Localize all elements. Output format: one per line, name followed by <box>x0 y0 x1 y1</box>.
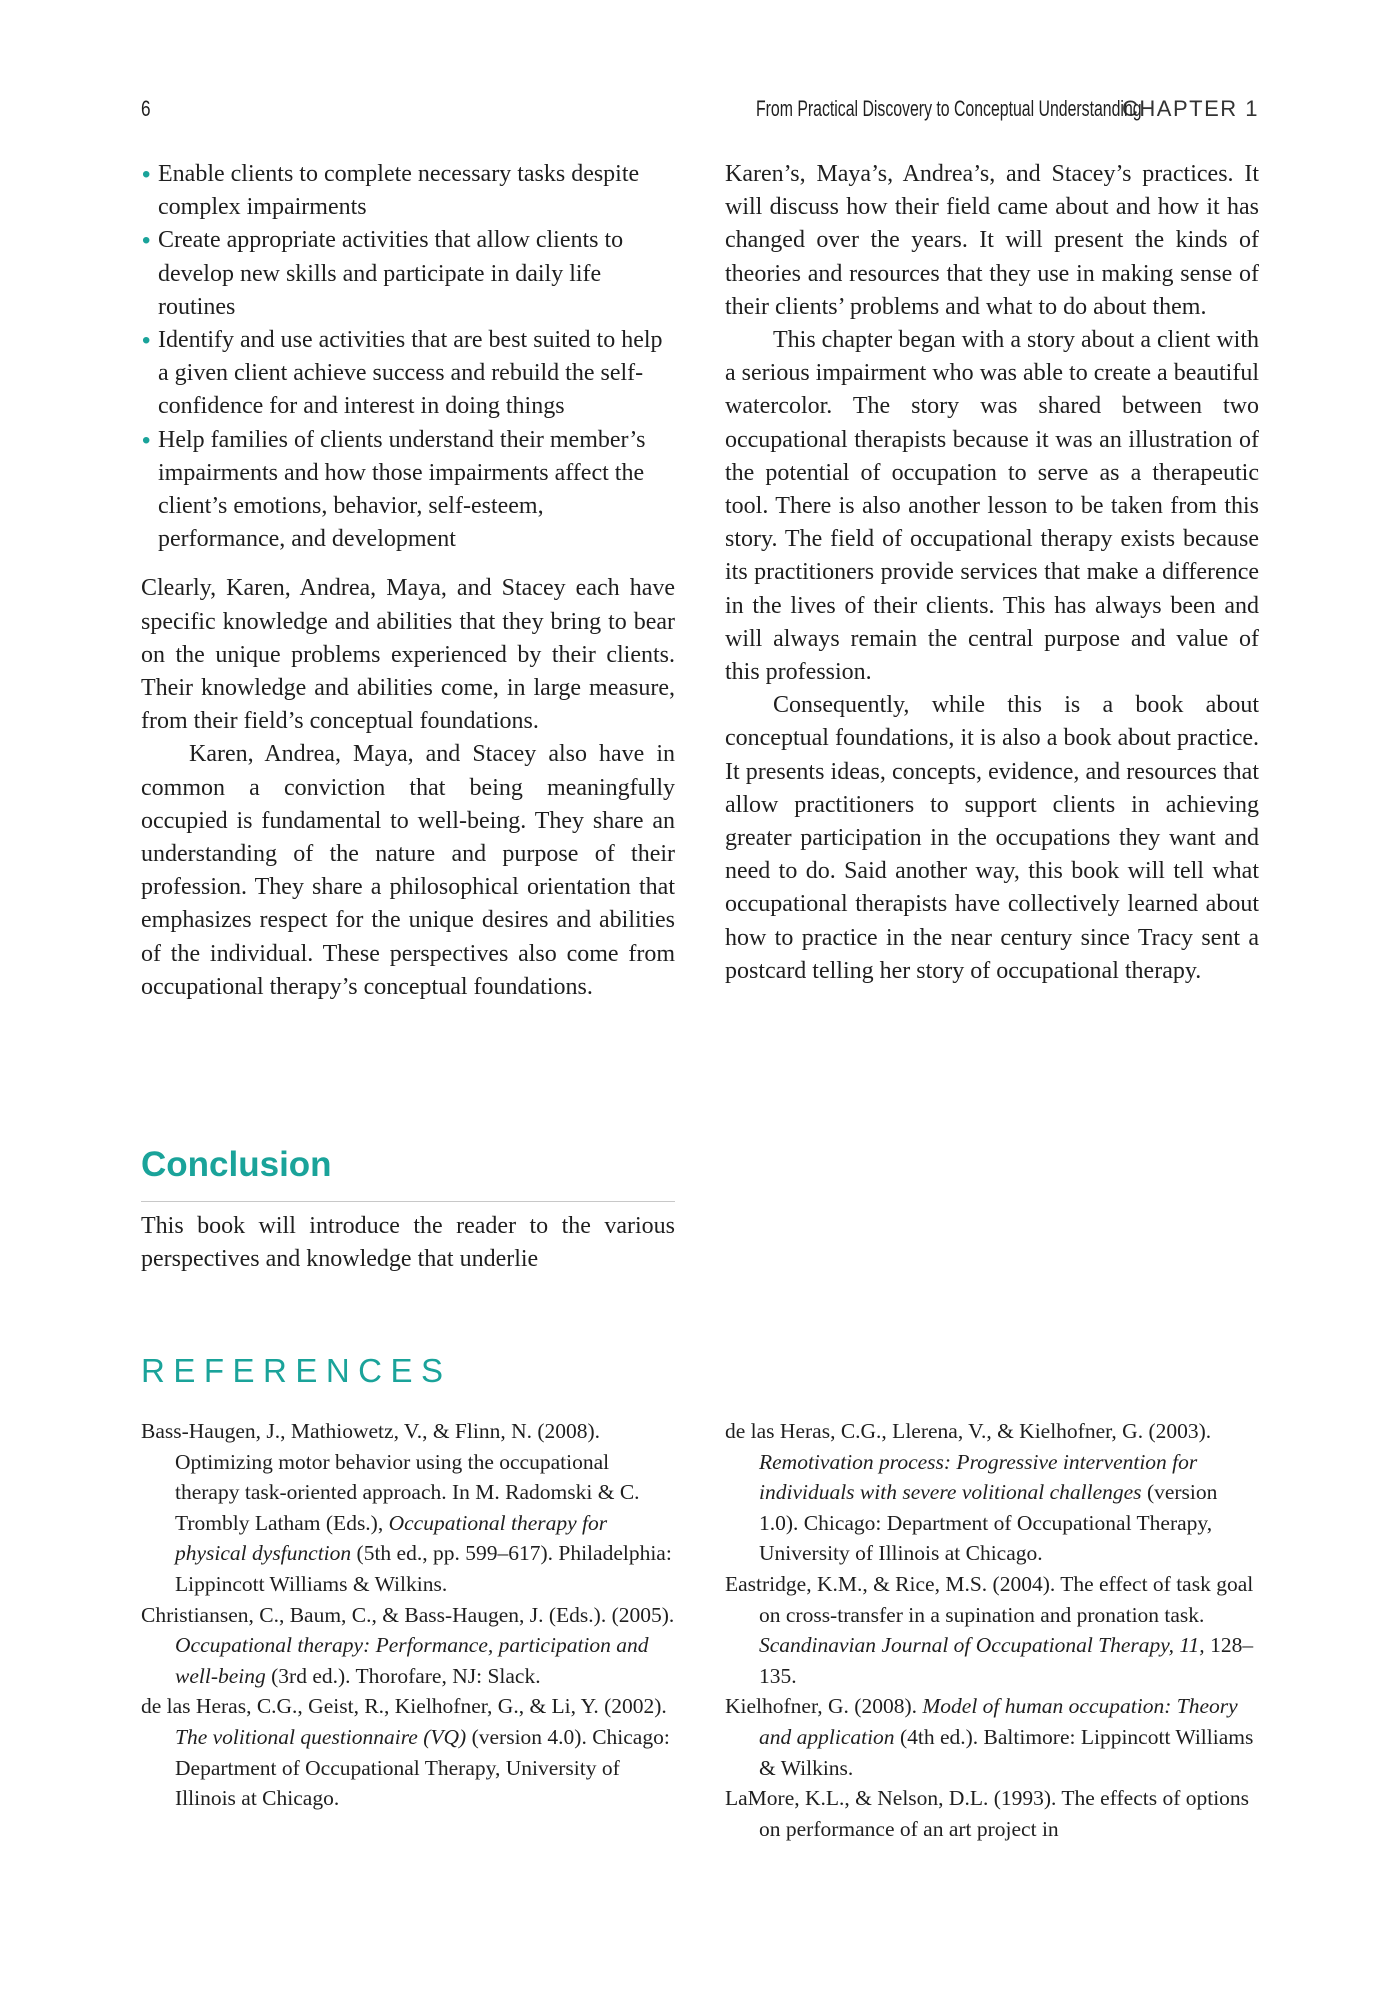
body-paragraph: Karen, Andrea, Maya, and Stacey also have in common a conviction that being meaningfully occupied is fundamental to well-being. They share an understanding of the nature and purpose of their profession. They share a philosophical orientation that emphasizes respect for the unique desires and abilities of the individual. These perspectives also come from occupational therapy’s conceptual foundations. <box>141 741 675 1000</box>
reference-entry: de las Heras, C.G., Llerena, V., & Kielhofner, G. (2003). Remotivation process: Progressive intervention for individuals with severe volitional challenges (version 1.0). Chicago: Department of Occupational Therapy, University of Illinois at Chicago. <box>725 1419 1218 1566</box>
bullet-item: • Help families of clients understand their member’s impairments and how those impairments affect the client’s emotions, behavior, self-esteem, performance, and development <box>141 424 675 557</box>
right-column <box>725 158 1259 988</box>
body-paragraph: Karen’s, Maya’s, Andrea’s, and Stacey’s practices. It will discuss how their field came about and how it has changed over the years. It will present the kinds of theories and resources that they use in making sense of their clients’ problems and what to do about them. <box>725 161 1259 320</box>
bullet-item: • Create appropriate activities that allow clients to develop new skills and participate in daily life routines <box>141 224 675 324</box>
reference-entry: Kielhofner, G. (2008). Model of human occupation: Theory and application (4th ed.). Baltimore: Lippincott Williams & Wilkins. <box>725 1694 1254 1780</box>
conclusion-heading: Conclusion <box>141 1145 675 1202</box>
body-paragraph: Consequently, while this is a book about conceptual foundations, it is also a book about practice. It presents ideas, concepts, evidence, and resources that allow practitioners to support clients in achieving greater participation in the occupations they want and need to do. Said another way, this book will tell what occupational therapists have collectively learned about how to practice in the near century since Tracy sent a postcard telling her story of occupational therapy. <box>725 692 1259 984</box>
bullet-item: • Enable clients to complete necessary tasks despite complex impairments <box>141 158 675 224</box>
reference-entry: Bass-Haugen, J., Mathiowetz, V., & Flinn, N. (2008). Optimizing motor behavior using the occupational therapy task-oriented approach. In M. Radomski & C. Trombly Latham (Eds.), Occupational therapy for physical dysfunction (5th ed., pp. 599–617). Philadelphia: Lippincott Williams & Wilkins. <box>141 1419 672 1596</box>
page-number: 6 <box>141 96 151 121</box>
references-heading: REFERENCES <box>141 1352 452 1389</box>
reference-entry: de las Heras, C.G., Geist, R., Kielhofner, G., & Li, Y. (2002). The volitional questionnaire (VQ) (version 4.0). Chicago: Department of Occupational Therapy, University of Illinois at Chicago. <box>141 1694 670 1811</box>
left-column <box>141 158 675 1004</box>
running-head-right <box>606 96 1259 122</box>
references-right-column <box>725 1416 1259 1844</box>
chapter-label: CHAPTER 1 <box>1122 96 1259 121</box>
body-paragraph: Clearly, Karen, Andrea, Maya, and Stacey each have specific knowledge and abilities that they bring to bear on the unique problems experienced by their clients. Their knowledge and abilities come, in large measure, from their field’s conceptual foundations. <box>141 575 675 735</box>
conclusion-paragraph: This book will introduce the reader to the various perspectives and knowledge that underlie <box>141 1213 675 1273</box>
references-left-column <box>141 1416 675 1814</box>
reference-entry: LaMore, K.L., & Nelson, D.L. (1993). The effects of options on performance of an art project in <box>725 1786 1250 1841</box>
body-paragraph: This chapter began with a story about a client with a serious impairment who was able to create a beautiful watercolor. The story was shared between two occupational therapists because it was an illustration of the potential of occupation to serve as a therapeutic tool. There is also another lesson to be taken from this story. The field of occupational therapy exists because its practitioners provide services that make a difference in the lives of their clients. This has always been and will always remain the central purpose and value of this profession. <box>725 327 1259 686</box>
bullet-item: • Identify and use activities that are best suited to help a given client achieve success and rebuild the self-confidence for and interest in doing things <box>141 324 675 424</box>
bullet-list <box>141 158 675 556</box>
running-title: From Practical Discovery to Conceptual Understanding <box>756 96 1143 121</box>
reference-entry: Eastridge, K.M., & Rice, M.S. (2004). The effect of task goal on cross-transfer in a supination and pronation task. Scandinavian Journal of Occupational Therapy, 11, 128–135. <box>725 1571 1254 1688</box>
reference-entry: Christiansen, C., Baum, C., & Bass-Haugen, J. (Eds.). (2005). Occupational therapy: Performance, participation and well-being (3rd ed.). Thorofare, NJ: Slack. <box>141 1602 675 1688</box>
running-head <box>141 96 1259 128</box>
